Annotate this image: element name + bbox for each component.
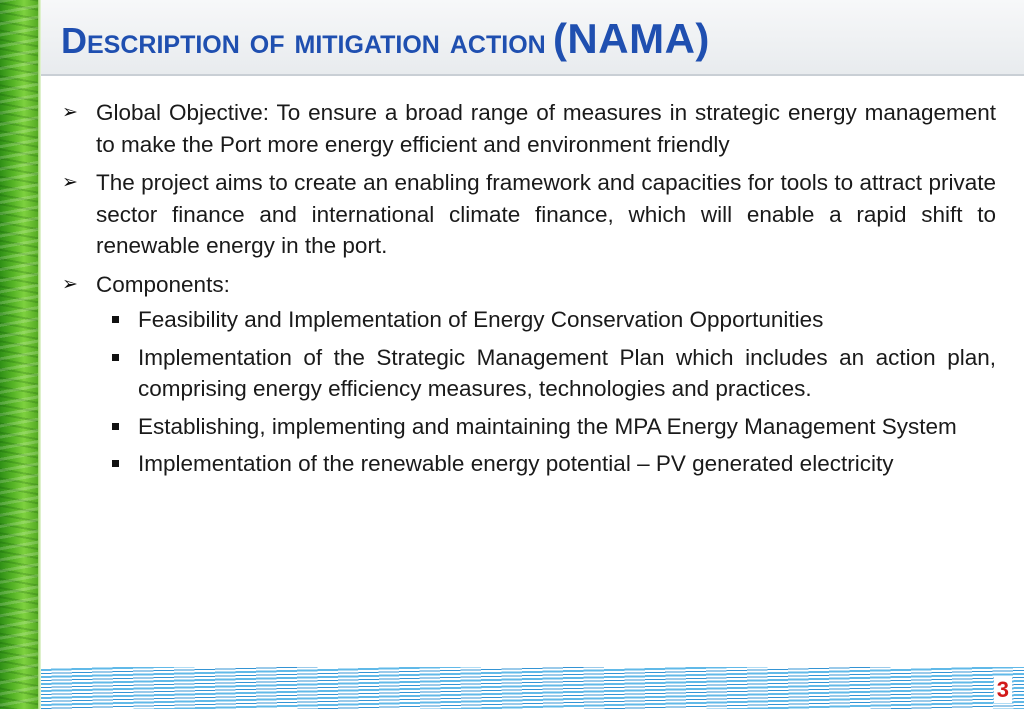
bullet-item [62,97,996,160]
component-item [62,342,996,405]
component-item [62,411,996,443]
arrow-bullet-icon: ➢ [62,273,78,295]
decorative-grass-strip [0,0,40,709]
component-text: Feasibility and Implementation of Energy Conservation Opportunities [138,307,824,332]
component-text: Implementation of the Strategic Management Plan which includes an action plan, comprising energy efficiency measures, technologies and practices. [138,344,996,401]
bullet-item [62,167,996,262]
component-item [62,448,996,480]
title-rest: escription of mitigation action [87,20,546,61]
bullet-item [62,269,996,301]
slide-title [61,14,710,69]
square-bullet-icon [112,423,119,430]
decorative-footer-stripes [41,667,1024,709]
square-bullet-icon [112,460,119,467]
decorative-grass-edge [38,0,41,709]
slide-content [62,97,996,486]
arrow-bullet-icon: ➢ [62,102,78,123]
square-bullet-icon [112,316,119,323]
arrow-bullet-icon: ➢ [62,172,78,193]
component-text: Implementation of the renewable energy potential – PV generated electricity [138,451,894,476]
page-number: 3 [994,677,1012,703]
bullet-text: Components: [96,271,230,297]
square-bullet-icon [112,354,119,361]
title-acronym: (NAMA) [552,15,710,62]
bullet-text: The project aims to create an enabling framework and capacities for tools to attract private sector finance and international climate finance, which will enable a rapid shift to renewable energy in the port. [96,170,996,258]
component-item [62,304,996,336]
title-first-letter: D [61,20,87,61]
bullet-text: Global Objective: To ensure a broad range of measures in strategic energy management to make the Port more energy efficient and environment friendly [96,100,996,157]
component-text: Establishing, implementing and maintaining the MPA Energy Management System [138,413,957,439]
title-bar [41,0,1024,76]
